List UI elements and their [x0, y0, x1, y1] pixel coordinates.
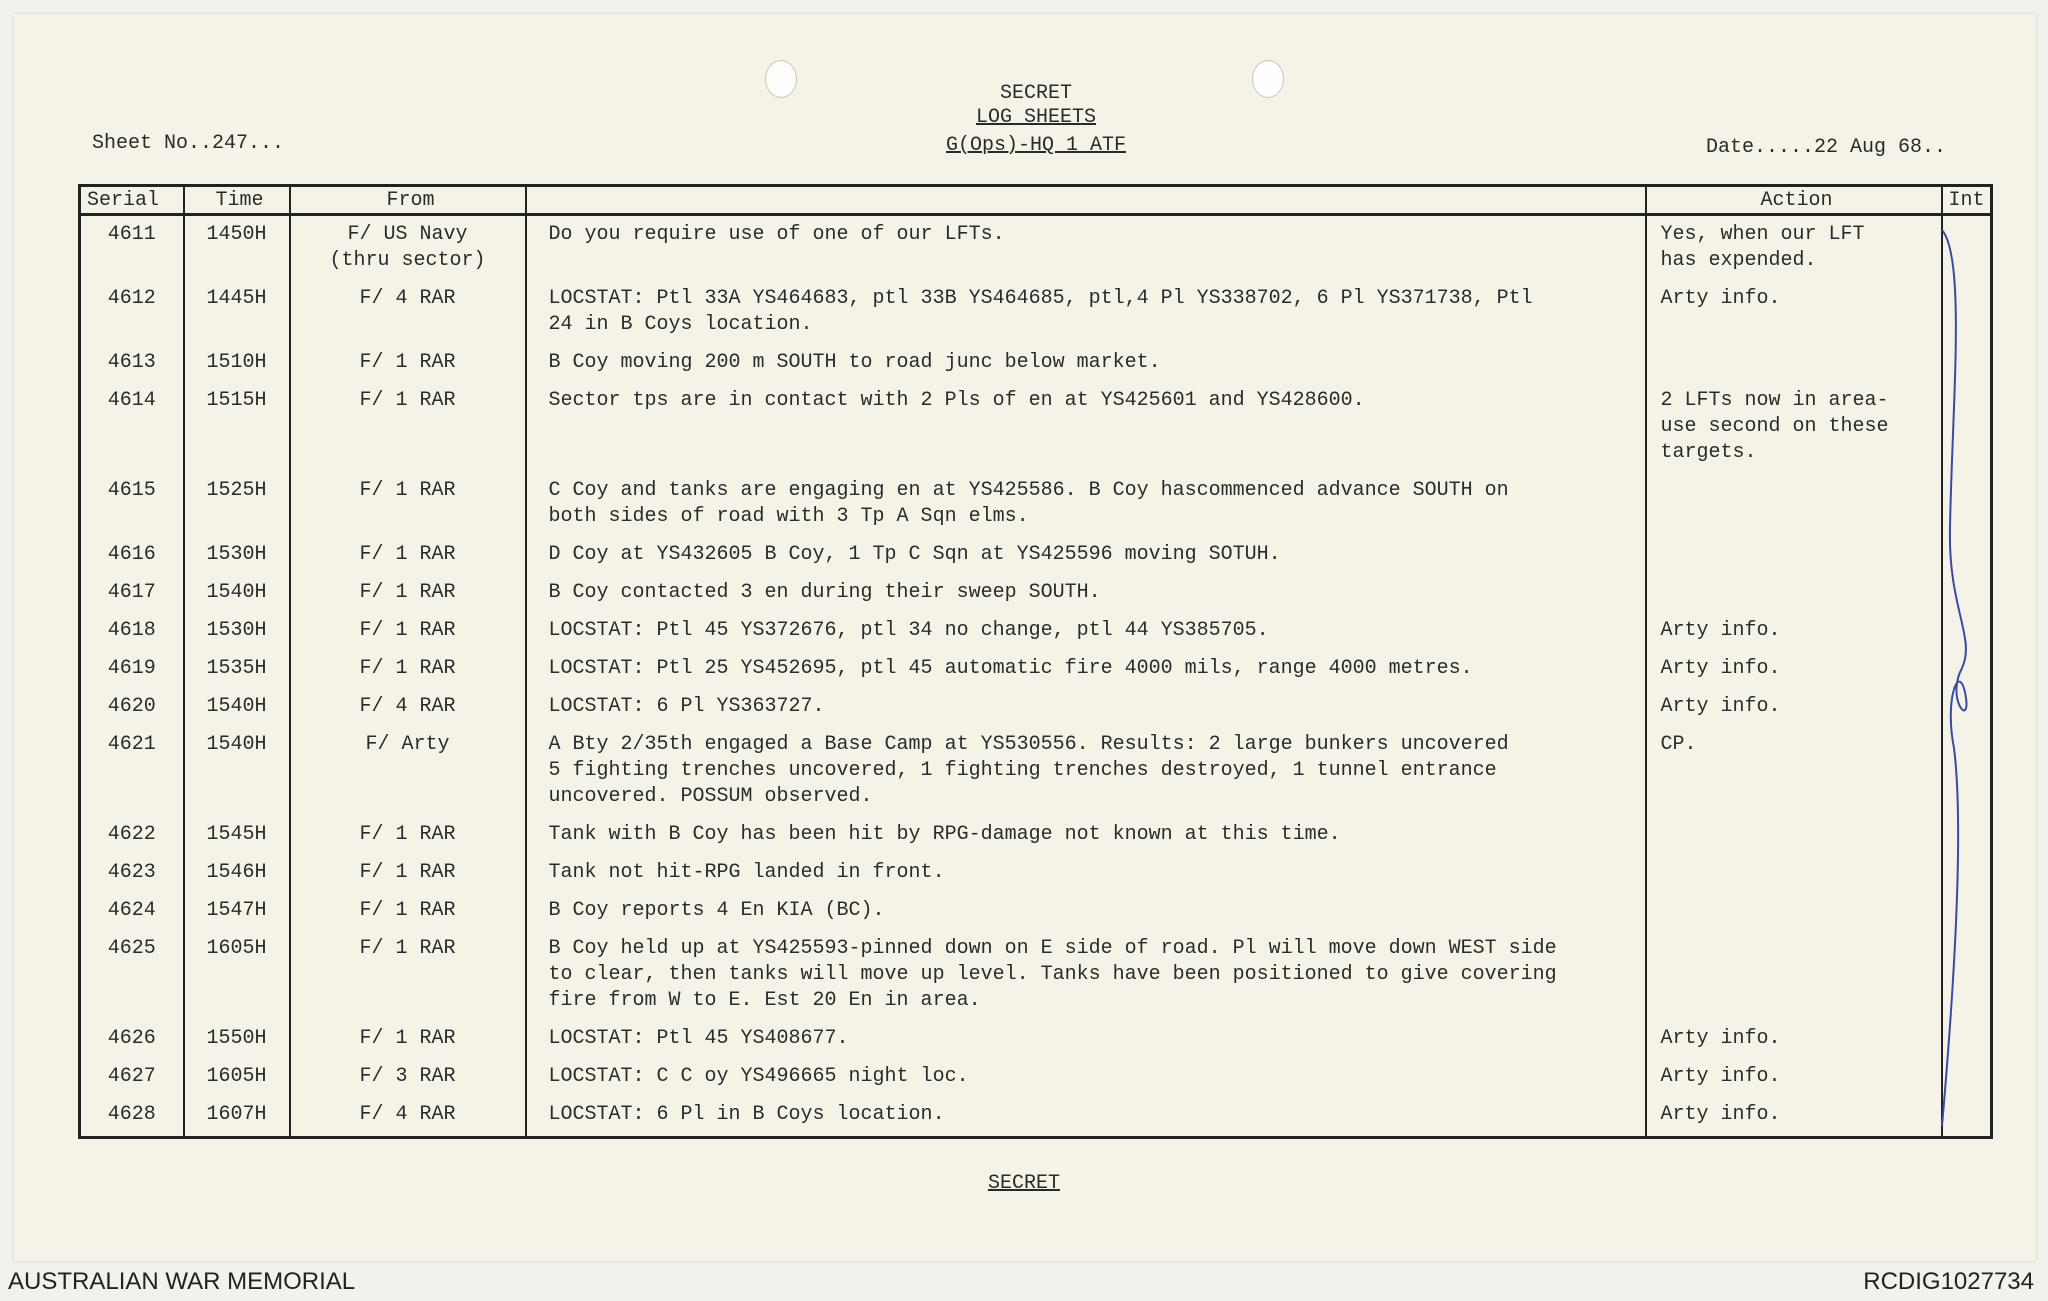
serial-cell: 4626	[80, 1020, 184, 1058]
from-cell: F/ 4 RAR	[290, 1096, 526, 1138]
message-cell: Sector tps are in contact with 2 Pls of en at YS425601 and YS428600.	[526, 382, 1646, 472]
from-cell: F/ 1 RAR	[290, 930, 526, 1020]
serial-cell: 4615	[80, 472, 184, 536]
log-table	[78, 184, 1993, 1139]
action-cell: 2 LFTs now in area- use second on these targets.	[1646, 382, 1942, 472]
time-cell: 1540H	[184, 726, 290, 816]
action-cell: Arty info.	[1646, 688, 1942, 726]
table-row	[80, 215, 1992, 281]
time-cell: 1450H	[184, 215, 290, 281]
sheet-number: Sheet No..247...	[92, 132, 285, 155]
serial-cell: 4624	[80, 892, 184, 930]
message-cell: A Bty 2/35th engaged a Base Camp at YS530556. Results: 2 large bunkers uncovered 5 fighting trenches uncovered, 1 fighting trenches destroyed, 1 tunnel entrance uncovered. POSSUM observed.	[526, 726, 1646, 816]
from-cell: F/ 1 RAR	[290, 854, 526, 892]
serial-cell: 4627	[80, 1058, 184, 1096]
time-cell: 1545H	[184, 816, 290, 854]
serial-cell: 4611	[80, 215, 184, 281]
time-cell: 1547H	[184, 892, 290, 930]
time-cell: 1550H	[184, 1020, 290, 1058]
col-header-from: From	[290, 186, 526, 215]
table-row	[80, 854, 1992, 892]
action-cell	[1646, 472, 1942, 536]
time-cell: 1540H	[184, 688, 290, 726]
from-cell: F/ 1 RAR	[290, 612, 526, 650]
time-cell: 1515H	[184, 382, 290, 472]
log-table-body	[80, 215, 1992, 1138]
serial-cell: 4614	[80, 382, 184, 472]
from-cell: F/ 3 RAR	[290, 1058, 526, 1096]
action-cell: Arty info.	[1646, 1096, 1942, 1138]
table-row	[80, 344, 1992, 382]
from-cell: F/ 1 RAR	[290, 816, 526, 854]
time-cell: 1605H	[184, 930, 290, 1020]
message-cell: Tank with B Coy has been hit by RPG-damage not known at this time.	[526, 816, 1646, 854]
from-cell: F/ 1 RAR	[290, 344, 526, 382]
time-cell: 1540H	[184, 574, 290, 612]
sheet-title: LOG SHEETS	[975, 106, 1097, 129]
table-row	[80, 1058, 1992, 1096]
col-header-action: Action	[1646, 186, 1942, 215]
serial-cell: 4621	[80, 726, 184, 816]
action-cell: Arty info.	[1646, 1058, 1942, 1096]
watermark-left: AUSTRALIAN WAR MEMORIAL	[8, 1268, 356, 1295]
sheet-date: Date.....22 Aug 68..	[1706, 136, 1947, 159]
action-cell	[1646, 344, 1942, 382]
action-cell	[1646, 536, 1942, 574]
action-cell: Yes, when our LFT has expended.	[1646, 215, 1942, 281]
table-row	[80, 612, 1992, 650]
message-cell: LOCSTAT: 6 Pl YS363727.	[526, 688, 1646, 726]
serial-cell: 4618	[80, 612, 184, 650]
time-cell: 1445H	[184, 280, 290, 344]
col-header-time: Time	[184, 186, 290, 215]
from-cell: F/ Arty	[290, 726, 526, 816]
table-row	[80, 816, 1992, 854]
message-cell: Do you require use of one of our LFTs.	[526, 215, 1646, 281]
serial-cell: 4623	[80, 854, 184, 892]
action-cell: Arty info.	[1646, 280, 1942, 344]
from-cell: F/ 1 RAR	[290, 472, 526, 536]
table-row	[80, 382, 1992, 472]
action-cell	[1646, 816, 1942, 854]
action-cell: Arty info.	[1646, 1020, 1942, 1058]
message-cell: LOCSTAT: Ptl 33A YS464683, ptl 33B YS464685, ptl,4 Pl YS338702, 6 Pl YS371738, Ptl 24 in B Coys location.	[526, 280, 1646, 344]
col-header-int: Int	[1942, 186, 1992, 215]
from-cell: F/ 1 RAR	[290, 892, 526, 930]
from-cell: F/ US Navy (thru sector)	[290, 215, 526, 281]
message-cell: LOCSTAT: 6 Pl in B Coys location.	[526, 1096, 1646, 1138]
table-row	[80, 280, 1992, 344]
from-cell: F/ 1 RAR	[290, 382, 526, 472]
message-cell: D Coy at YS432605 B Coy, 1 Tp C Sqn at YS425596 moving SOTUH.	[526, 536, 1646, 574]
col-header-serial: Serial	[80, 186, 184, 215]
message-cell: LOCSTAT: Ptl 25 YS452695, ptl 45 automatic fire 4000 mils, range 4000 metres.	[526, 650, 1646, 688]
handwritten-bracket	[1936, 228, 1976, 1128]
message-cell: B Coy reports 4 En KIA (BC).	[526, 892, 1646, 930]
serial-cell: 4625	[80, 930, 184, 1020]
table-row	[80, 726, 1992, 816]
classification-top: SECRET	[999, 82, 1072, 105]
action-cell: Arty info.	[1646, 650, 1942, 688]
action-cell	[1646, 930, 1942, 1020]
serial-cell: 4616	[80, 536, 184, 574]
serial-cell: 4612	[80, 280, 184, 344]
message-cell: LOCSTAT: C C oy YS496665 night loc.	[526, 1058, 1646, 1096]
message-cell: Tank not hit-RPG landed in front.	[526, 854, 1646, 892]
table-row	[80, 930, 1992, 1020]
time-cell: 1546H	[184, 854, 290, 892]
punch-hole-left	[765, 60, 797, 98]
table-row	[80, 892, 1992, 930]
from-cell: F/ 1 RAR	[290, 1020, 526, 1058]
serial-cell: 4617	[80, 574, 184, 612]
table-row	[80, 1020, 1992, 1058]
table-row	[80, 688, 1992, 726]
from-cell: F/ 4 RAR	[290, 280, 526, 344]
from-cell: F/ 4 RAR	[290, 688, 526, 726]
table-row	[80, 536, 1992, 574]
serial-cell: 4628	[80, 1096, 184, 1138]
message-cell: C Coy and tanks are engaging en at YS425586. B Coy hascommenced advance SOUTH on both sides of road with 3 Tp A Sqn elms.	[526, 472, 1646, 536]
table-row	[80, 1096, 1992, 1138]
action-cell	[1646, 854, 1942, 892]
message-cell: B Coy held up at YS425593-pinned down on E side of road. Pl will move down WEST side to clear, then tanks will move up level. Tanks have been positioned to give covering fire from W to E. Est 20 En in area.	[526, 930, 1646, 1020]
message-cell: LOCSTAT: Ptl 45 YS372676, ptl 34 no change, ptl 44 YS385705.	[526, 612, 1646, 650]
action-cell	[1646, 574, 1942, 612]
table-header-row	[80, 186, 1992, 215]
from-cell: F/ 1 RAR	[290, 574, 526, 612]
unit-label: G(Ops)-HQ 1 ATF	[945, 134, 1127, 157]
punch-hole-right	[1252, 60, 1284, 98]
time-cell: 1535H	[184, 650, 290, 688]
message-cell: B Coy contacted 3 en during their sweep SOUTH.	[526, 574, 1646, 612]
time-cell: 1510H	[184, 344, 290, 382]
time-cell: 1607H	[184, 1096, 290, 1138]
classification-bottom: SECRET	[987, 1172, 1060, 1195]
serial-cell: 4620	[80, 688, 184, 726]
time-cell: 1530H	[184, 612, 290, 650]
from-cell: F/ 1 RAR	[290, 650, 526, 688]
time-cell: 1605H	[184, 1058, 290, 1096]
table-row	[80, 650, 1992, 688]
serial-cell: 4622	[80, 816, 184, 854]
serial-cell: 4613	[80, 344, 184, 382]
time-cell: 1530H	[184, 536, 290, 574]
table-row	[80, 472, 1992, 536]
watermark-right: RCDIG1027734	[1863, 1268, 2034, 1295]
message-cell: B Coy moving 200 m SOUTH to road junc below market.	[526, 344, 1646, 382]
from-cell: F/ 1 RAR	[290, 536, 526, 574]
action-cell: CP.	[1646, 726, 1942, 816]
serial-cell: 4619	[80, 650, 184, 688]
message-cell: LOCSTAT: Ptl 45 YS408677.	[526, 1020, 1646, 1058]
time-cell: 1525H	[184, 472, 290, 536]
action-cell	[1646, 892, 1942, 930]
action-cell: Arty info.	[1646, 612, 1942, 650]
table-row	[80, 574, 1992, 612]
col-header-message	[526, 186, 1646, 215]
